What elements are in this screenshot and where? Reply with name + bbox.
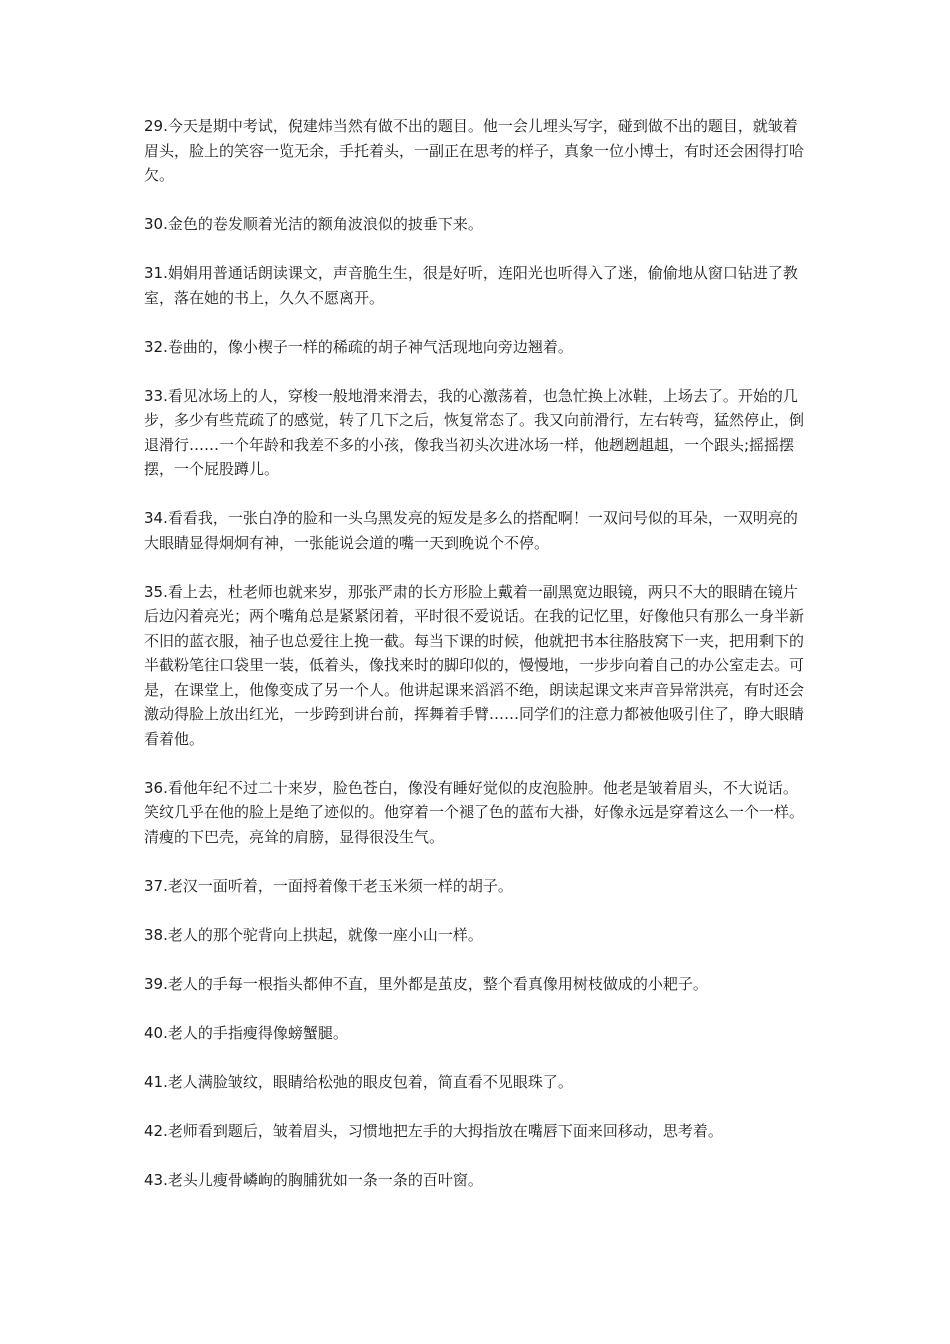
paragraph-39: 39.老人的手每一根指头都伸不直，里外都是茧皮，整个看真像用树枝做成的小耙子。 — [144, 974, 708, 993]
paragraph-32: 32.卷曲的，像小楔子一样的稀疏的胡子神气活现地向旁边翘着。 — [144, 337, 573, 356]
paragraph-36: 36.看他年纪不过二十来岁，脸色苍白，像没有睡好觉似的皮泡脸肿。他老是皱着眉头，不大说话。笑纹几乎在他的脸上是绝了迹似的。他穿着一个褪了色的蓝布大褂，好像永远是穿着这么一个一样。清瘦的下巴壳，亮耸的肩膀，显得很没生气。 — [144, 778, 805, 846]
paragraph-38: 38.老人的那个驼背向上拱起，就像一座小山一样。 — [144, 925, 483, 944]
paragraph-40: 40.老人的手指瘦得像螃蟹腿。 — [144, 1023, 348, 1042]
paragraph-37: 37.老汉一面听着，一面捋着像干老玉米须一样的胡子。 — [144, 876, 513, 895]
paragraph-34: 34.看看我，一张白净的脸和一头乌黑发亮的短发是多么的搭配啊！一双问号似的耳朵，一双明亮的大眼睛显得炯炯有神，一张能说会道的嘴一天到晚说个不停。 — [144, 509, 798, 552]
paragraph-31: 31.娟娟用普通话朗读课文，声音脆生生，很是好听，连阳光也听得入了迷，偷偷地从窗口钻进了教室，落在她的书上，久久不愿离开。 — [144, 264, 798, 307]
paragraph-42: 42.老师看到题后，皱着眉头，习惯地把左手的大拇指放在嘴唇下面来回移动，思考着。 — [144, 1121, 723, 1140]
paragraph-33: 33.看见冰场上的人，穿梭一般地滑来滑去，我的心激荡着，也急忙换上冰鞋，上场去了。开始的几步，多少有些荒疏了的感觉，转了几下之后，恢复常态了。我又向前滑行，左右转弯，猛然停止，倒退滑行……一个年龄和我差不多的小孩，像我当初头次进冰场一样，他趔趔趄趄，一个跟头;摇摇摆摆，一个屁股蹲儿。 — [144, 386, 805, 478]
paragraph-35: 35.看上去，杜老师也就来岁，那张严肃的长方形脸上戴着一副黑宽边眼镜，两只不大的眼睛在镜片后边闪着亮光；两个嘴角总是紧紧闭着，平时很不爱说话。在我的记忆里，好像他只有那么一身半新不旧的蓝衣服，袖子也总爱往上挽一截。每当下课的时候，他就把书本往胳肢窝下一夹，把用剩下的半截粉笔往口袋里一装，低着头，像找来时的脚印似的，慢慢地，一步步向着自己的办公室走去。可是，在课堂上，他像变成了另一个人。他讲起课来滔滔不绝，朗读起课文来声音异常洪亮，有时还会激动得脸上放出红光，一步跨到讲台前，挥舞着手臂……同学们的注意力都被他吸引住了，睁大眼睛看着他。 — [144, 582, 805, 748]
paragraph-43: 43.老头儿瘦骨嶙峋的胸脯犹如一条一条的百叶窗。 — [144, 1170, 483, 1189]
paragraph-30: 30.金色的卷发顺着光洁的额角波浪似的披垂下来。 — [144, 215, 483, 233]
paragraph-29: 29.今天是期中考试，倪建炜当然有做不出的题目。他一会儿埋头写字，碰到做不出的题目，就皱着眉头，脸上的笑容一览无余，手托着头，一副正在思考的样子，真象一位小博士，有时还会困得打哈欠。 — [144, 117, 805, 184]
paragraph-41: 41.老人满脸皱纹，眼睛给松弛的眼皮包着，简直看不见眼珠了。 — [144, 1072, 573, 1091]
